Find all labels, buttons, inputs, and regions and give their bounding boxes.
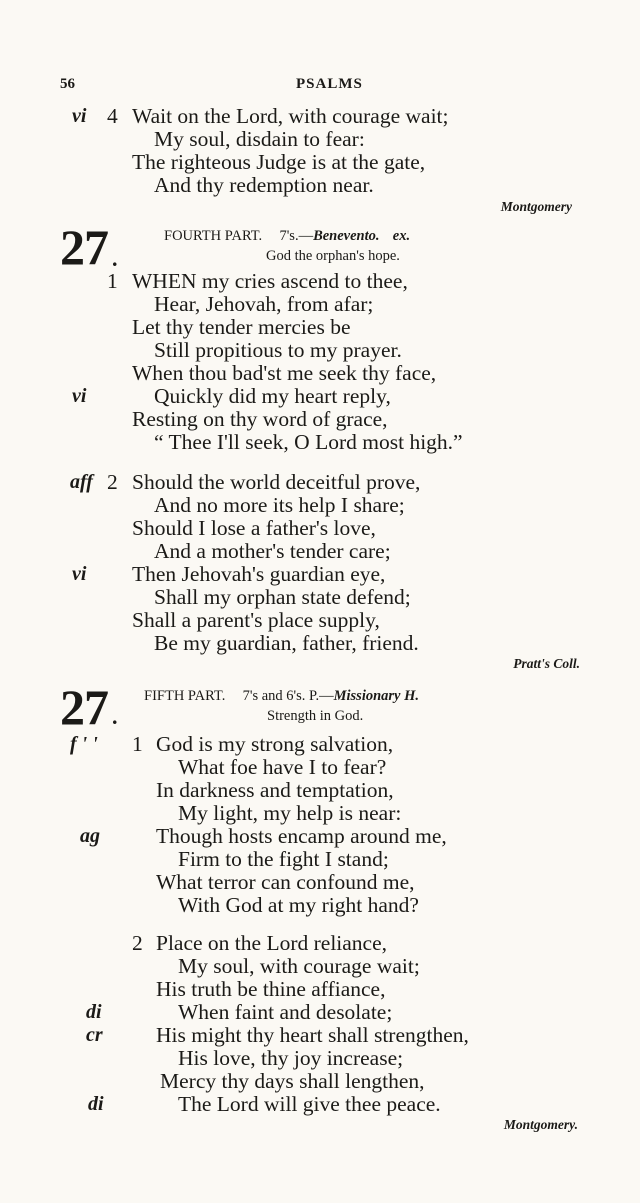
hymn-number: 27 bbox=[60, 679, 108, 735]
dynamic-mark: di bbox=[86, 1001, 102, 1023]
hymn-subtitle: God the orphan's hope. bbox=[266, 248, 400, 264]
hymn-line: What terror can confound me, bbox=[156, 870, 415, 894]
tune-name: Benevento. bbox=[313, 228, 380, 244]
hymn-line: His might thy heart shall strengthen, bbox=[156, 1023, 469, 1047]
attribution: Pratt's Coll. bbox=[513, 656, 580, 671]
hymn-line: When faint and desolate; bbox=[178, 1000, 393, 1024]
page-number: 56 bbox=[60, 76, 75, 92]
hymn-line: Resting on thy word of grace, bbox=[132, 407, 388, 431]
verse-number: 2 bbox=[132, 931, 143, 955]
verse-number: 1 bbox=[107, 269, 118, 293]
hymn-line: Still propitious to my prayer. bbox=[154, 338, 402, 362]
hymn-line: When thou bad'st me seek thy face, bbox=[132, 361, 437, 385]
hymn-line: And no more its help I share; bbox=[154, 493, 405, 517]
hymn-line: Firm to the fight I stand; bbox=[178, 847, 389, 871]
hymn-line: What foe have I to fear? bbox=[178, 755, 387, 779]
hymn-line: WHEN my cries ascend to thee, bbox=[132, 269, 408, 293]
hymn-line: My light, my help is near: bbox=[178, 801, 402, 825]
tune-note: ex. bbox=[392, 228, 411, 244]
hymn-line: With God at my right hand? bbox=[178, 893, 419, 917]
dynamic-mark: aff bbox=[70, 471, 93, 493]
hymn-heading bbox=[164, 228, 410, 245]
hymn-heading bbox=[144, 688, 419, 705]
dynamic-mark: cr bbox=[86, 1024, 103, 1046]
hymn-line: My soul, disdain to fear: bbox=[154, 127, 365, 151]
hymn-line: In darkness and temptation, bbox=[156, 778, 394, 802]
dynamic-mark: f ' ' bbox=[70, 733, 98, 755]
hymn-line: And thy redemption near. bbox=[154, 173, 374, 197]
hymn-line: Shall a parent's place supply, bbox=[132, 608, 380, 632]
hymn-line: His truth be thine affiance, bbox=[156, 977, 386, 1001]
dynamic-mark: vi bbox=[72, 385, 87, 407]
attribution: Montgomery. bbox=[503, 1117, 578, 1132]
hymn-line: God is my strong salvation, bbox=[156, 732, 394, 756]
hymn-line: Let thy tender mercies be bbox=[132, 315, 351, 339]
attribution: Montgomery bbox=[500, 199, 572, 214]
meter-label: 7's.— bbox=[279, 228, 314, 244]
hymn-line: My soul, with courage wait; bbox=[178, 954, 420, 978]
hymn-line: Though hosts encamp around me, bbox=[156, 824, 447, 848]
running-title: PSALMS bbox=[296, 76, 363, 92]
hymn-number-dot: . bbox=[112, 704, 118, 729]
hymn-line: “ Thee I'll seek, O Lord most high.” bbox=[154, 430, 463, 454]
hymn-line: Then Jehovah's guardian eye, bbox=[132, 562, 386, 586]
hymn-subtitle: Strength in God. bbox=[267, 708, 364, 724]
hymn-number-dot: . bbox=[112, 246, 118, 271]
verse-number: 2 bbox=[107, 470, 118, 494]
verse-number: 4 bbox=[107, 104, 118, 128]
hymn-line: Quickly did my heart reply, bbox=[154, 384, 391, 408]
hymn-line: And a mother's tender care; bbox=[154, 539, 391, 563]
verse-number: 1 bbox=[132, 732, 143, 756]
hymn-number: 27 bbox=[60, 219, 108, 275]
dynamic-mark: vi bbox=[72, 105, 87, 127]
hymn-line: Be my guardian, father, friend. bbox=[154, 631, 419, 655]
tune-name: Missionary H. bbox=[333, 688, 420, 704]
hymn-line: The righteous Judge is at the gate, bbox=[132, 150, 426, 174]
dynamic-mark: ag bbox=[80, 825, 100, 847]
hymn-line: Wait on the Lord, with courage wait; bbox=[132, 104, 449, 128]
hymn-line: Should I lose a father's love, bbox=[132, 516, 376, 540]
hymn-line: His love, thy joy increase; bbox=[178, 1046, 404, 1070]
dynamic-mark: di bbox=[88, 1093, 104, 1115]
hymn-line: Mercy thy days shall lengthen, bbox=[160, 1069, 425, 1093]
meter-label: 7's and 6's. P.— bbox=[242, 688, 334, 704]
hymn-line: Place on the Lord reliance, bbox=[156, 931, 388, 955]
hymn-line: Hear, Jehovah, from afar; bbox=[154, 292, 374, 316]
part-label: FIFTH PART. bbox=[144, 688, 226, 704]
hymn-line: Should the world deceitful prove, bbox=[132, 470, 421, 494]
hymn-line: Shall my orphan state defend; bbox=[154, 585, 411, 609]
hymn-line: The Lord will give thee peace. bbox=[178, 1092, 441, 1116]
part-label: FOURTH PART. bbox=[164, 228, 263, 244]
dynamic-mark: vi bbox=[72, 563, 87, 585]
